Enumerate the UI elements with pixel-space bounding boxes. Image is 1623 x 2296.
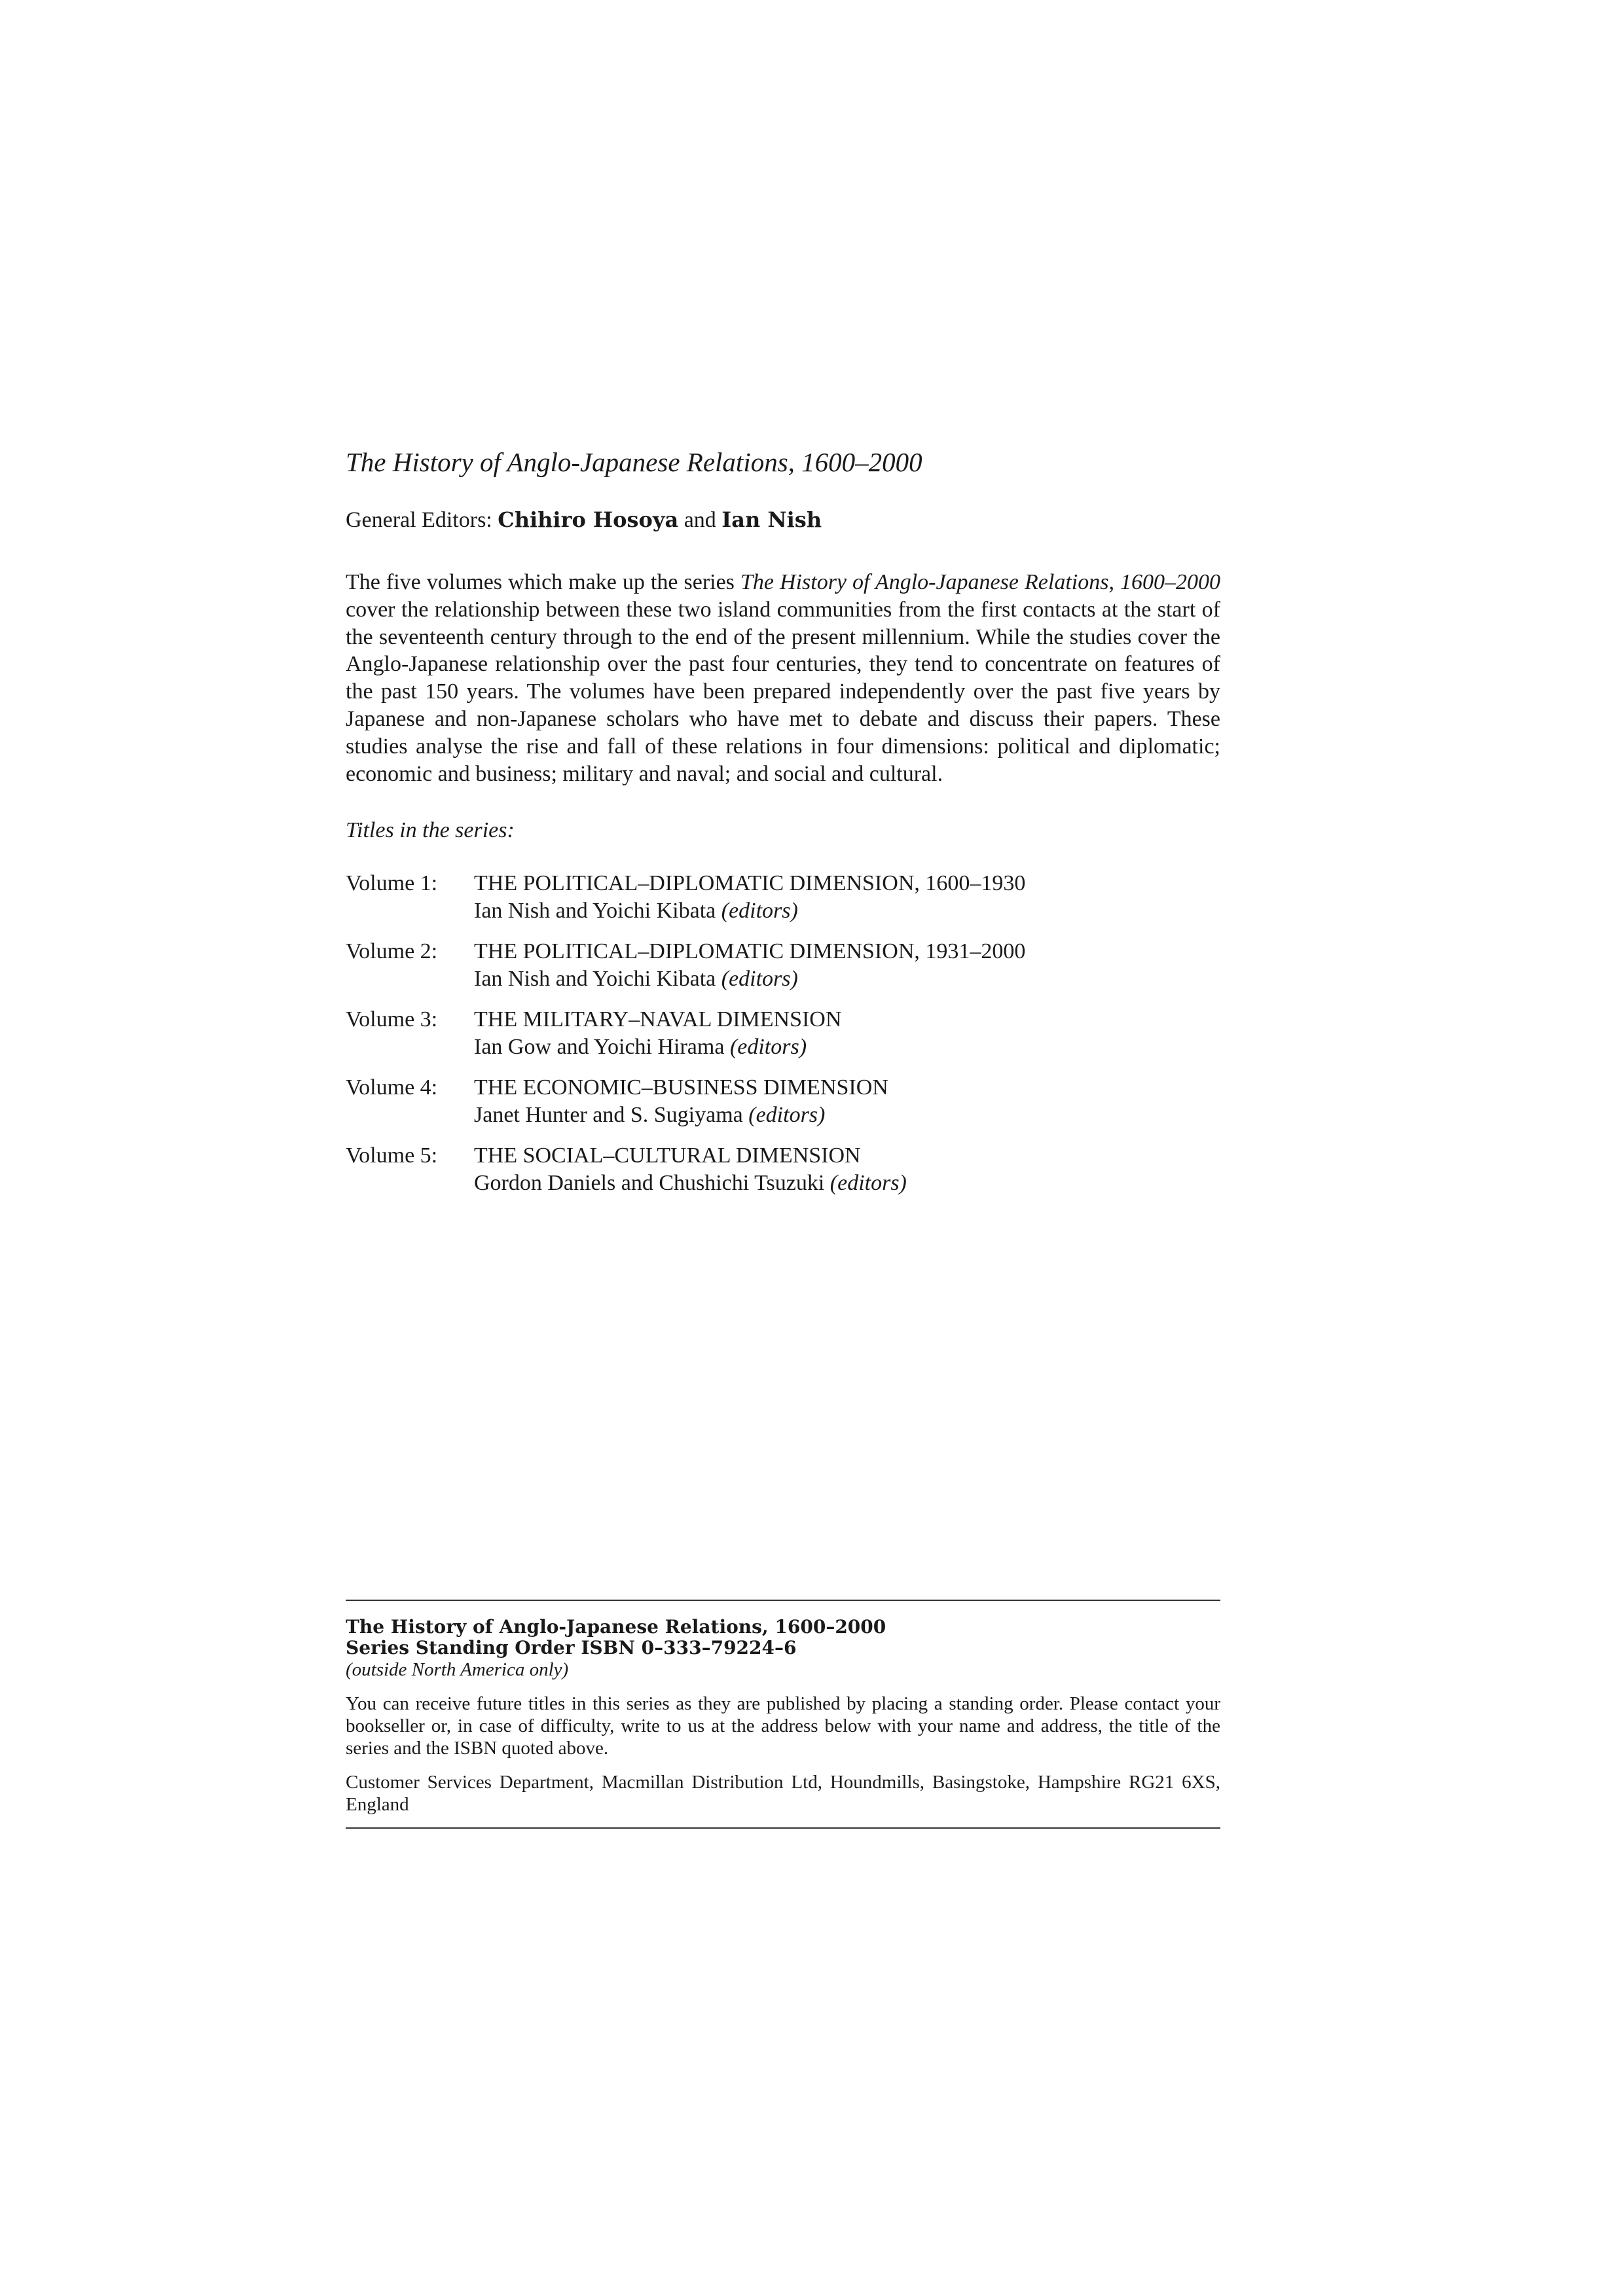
series-description [346, 569, 1220, 787]
volume-item [346, 1142, 1220, 1197]
standing-order-note: (outside North America only) [346, 1659, 569, 1680]
volume-editors-note: (editors) [721, 899, 798, 924]
description-body: cover the relationship between these two island communities from the first contacts at the start of the seventeenth century through to the end of the present millennium. While the studies cover the Anglo-Japanese relationship over the past four centuries, they tend to concentrate on features of the past 150 years. The volumes have been prepared independently over the past five years by Japanese and non-Japanese scholars who have met to debate and discuss their papers. These studies analyse the rise and fall of these relations in four dimensions: political and diplomatic; economic and business; military and naval; and social and cultural. [346, 597, 1220, 786]
series-info [346, 446, 1220, 1210]
description-intro: The five volumes which make up the series [346, 570, 740, 594]
volume-editors [474, 1102, 1220, 1129]
volume-editors [474, 1170, 1220, 1197]
volume-editors-note: (editors) [748, 1103, 826, 1128]
volume-editors-names: Ian Nish and Yoichi Kibata [474, 967, 716, 992]
standing-order-title: The History of Anglo-Japanese Relations, 1600–2000 [346, 1616, 886, 1638]
volume-title: THE POLITICAL–DIPLOMATIC DIMENSION, 1931–2000 [474, 939, 1026, 964]
customer-services-address: Customer Services Department, Macmillan Distribution Ltd, Houndmills, Basingstoke, Hampshire RG21 6XS, England [346, 1772, 1220, 1815]
volume-editors [474, 897, 1220, 925]
editor-1: Chihiro Hosoya [498, 507, 679, 532]
volume-editors-names: Ian Nish and Yoichi Kibata [474, 899, 716, 924]
volume-label: Volume 4: [346, 1075, 438, 1100]
volume-title: THE SOCIAL–CULTURAL DIMENSION [474, 1143, 861, 1168]
series-title: The History of Anglo-Japanese Relations, 1600–2000 [346, 447, 922, 477]
standing-order-box [346, 1600, 1220, 1829]
description-series-name: The History of Anglo-Japanese Relations, 1600–2000 [740, 570, 1220, 594]
volume-editors-names: Ian Gow and Yoichi Hirama [474, 1035, 725, 1060]
volume-item [346, 870, 1220, 925]
volume-label: Volume 5: [346, 1143, 438, 1168]
standing-order-text: You can receive future titles in this series as they are published by placing a standing order. Please contact your bookseller or, in case of difficulty, write to us at the address below with your name and address, the title of the series and the ISBN quoted above. [346, 1693, 1220, 1759]
general-editors [346, 505, 1220, 535]
volume-editors-note: (editors) [830, 1171, 907, 1196]
editor-2: Ian Nish [721, 507, 822, 532]
titles-heading: Titles in the series: [346, 818, 515, 843]
volume-label: Volume 1: [346, 871, 438, 896]
volume-title: THE MILITARY–NAVAL DIMENSION [474, 1007, 842, 1032]
volume-editors-note: (editors) [729, 1035, 807, 1060]
volume-editors-names: Gordon Daniels and Chushichi Tsuzuki [474, 1171, 825, 1196]
volume-editors [474, 965, 1220, 993]
editors-and: and [684, 508, 716, 532]
volume-list [346, 870, 1220, 1197]
volume-editors [474, 1033, 1220, 1061]
volume-title: THE POLITICAL–DIPLOMATIC DIMENSION, 1600–1930 [474, 871, 1026, 896]
volume-editors-names: Janet Hunter and S. Sugiyama [474, 1103, 743, 1128]
volume-title: THE ECONOMIC–BUSINESS DIMENSION [474, 1075, 888, 1100]
volume-label: Volume 3: [346, 1007, 438, 1032]
volume-editors-note: (editors) [721, 967, 798, 992]
volume-label: Volume 2: [346, 939, 438, 964]
volume-item [346, 938, 1220, 993]
standing-order-isbn: Series Standing Order ISBN 0–333–79224–6 [346, 1637, 797, 1659]
general-editors-label: General Editors: [346, 508, 492, 532]
volume-item [346, 1006, 1220, 1061]
volume-item [346, 1074, 1220, 1129]
